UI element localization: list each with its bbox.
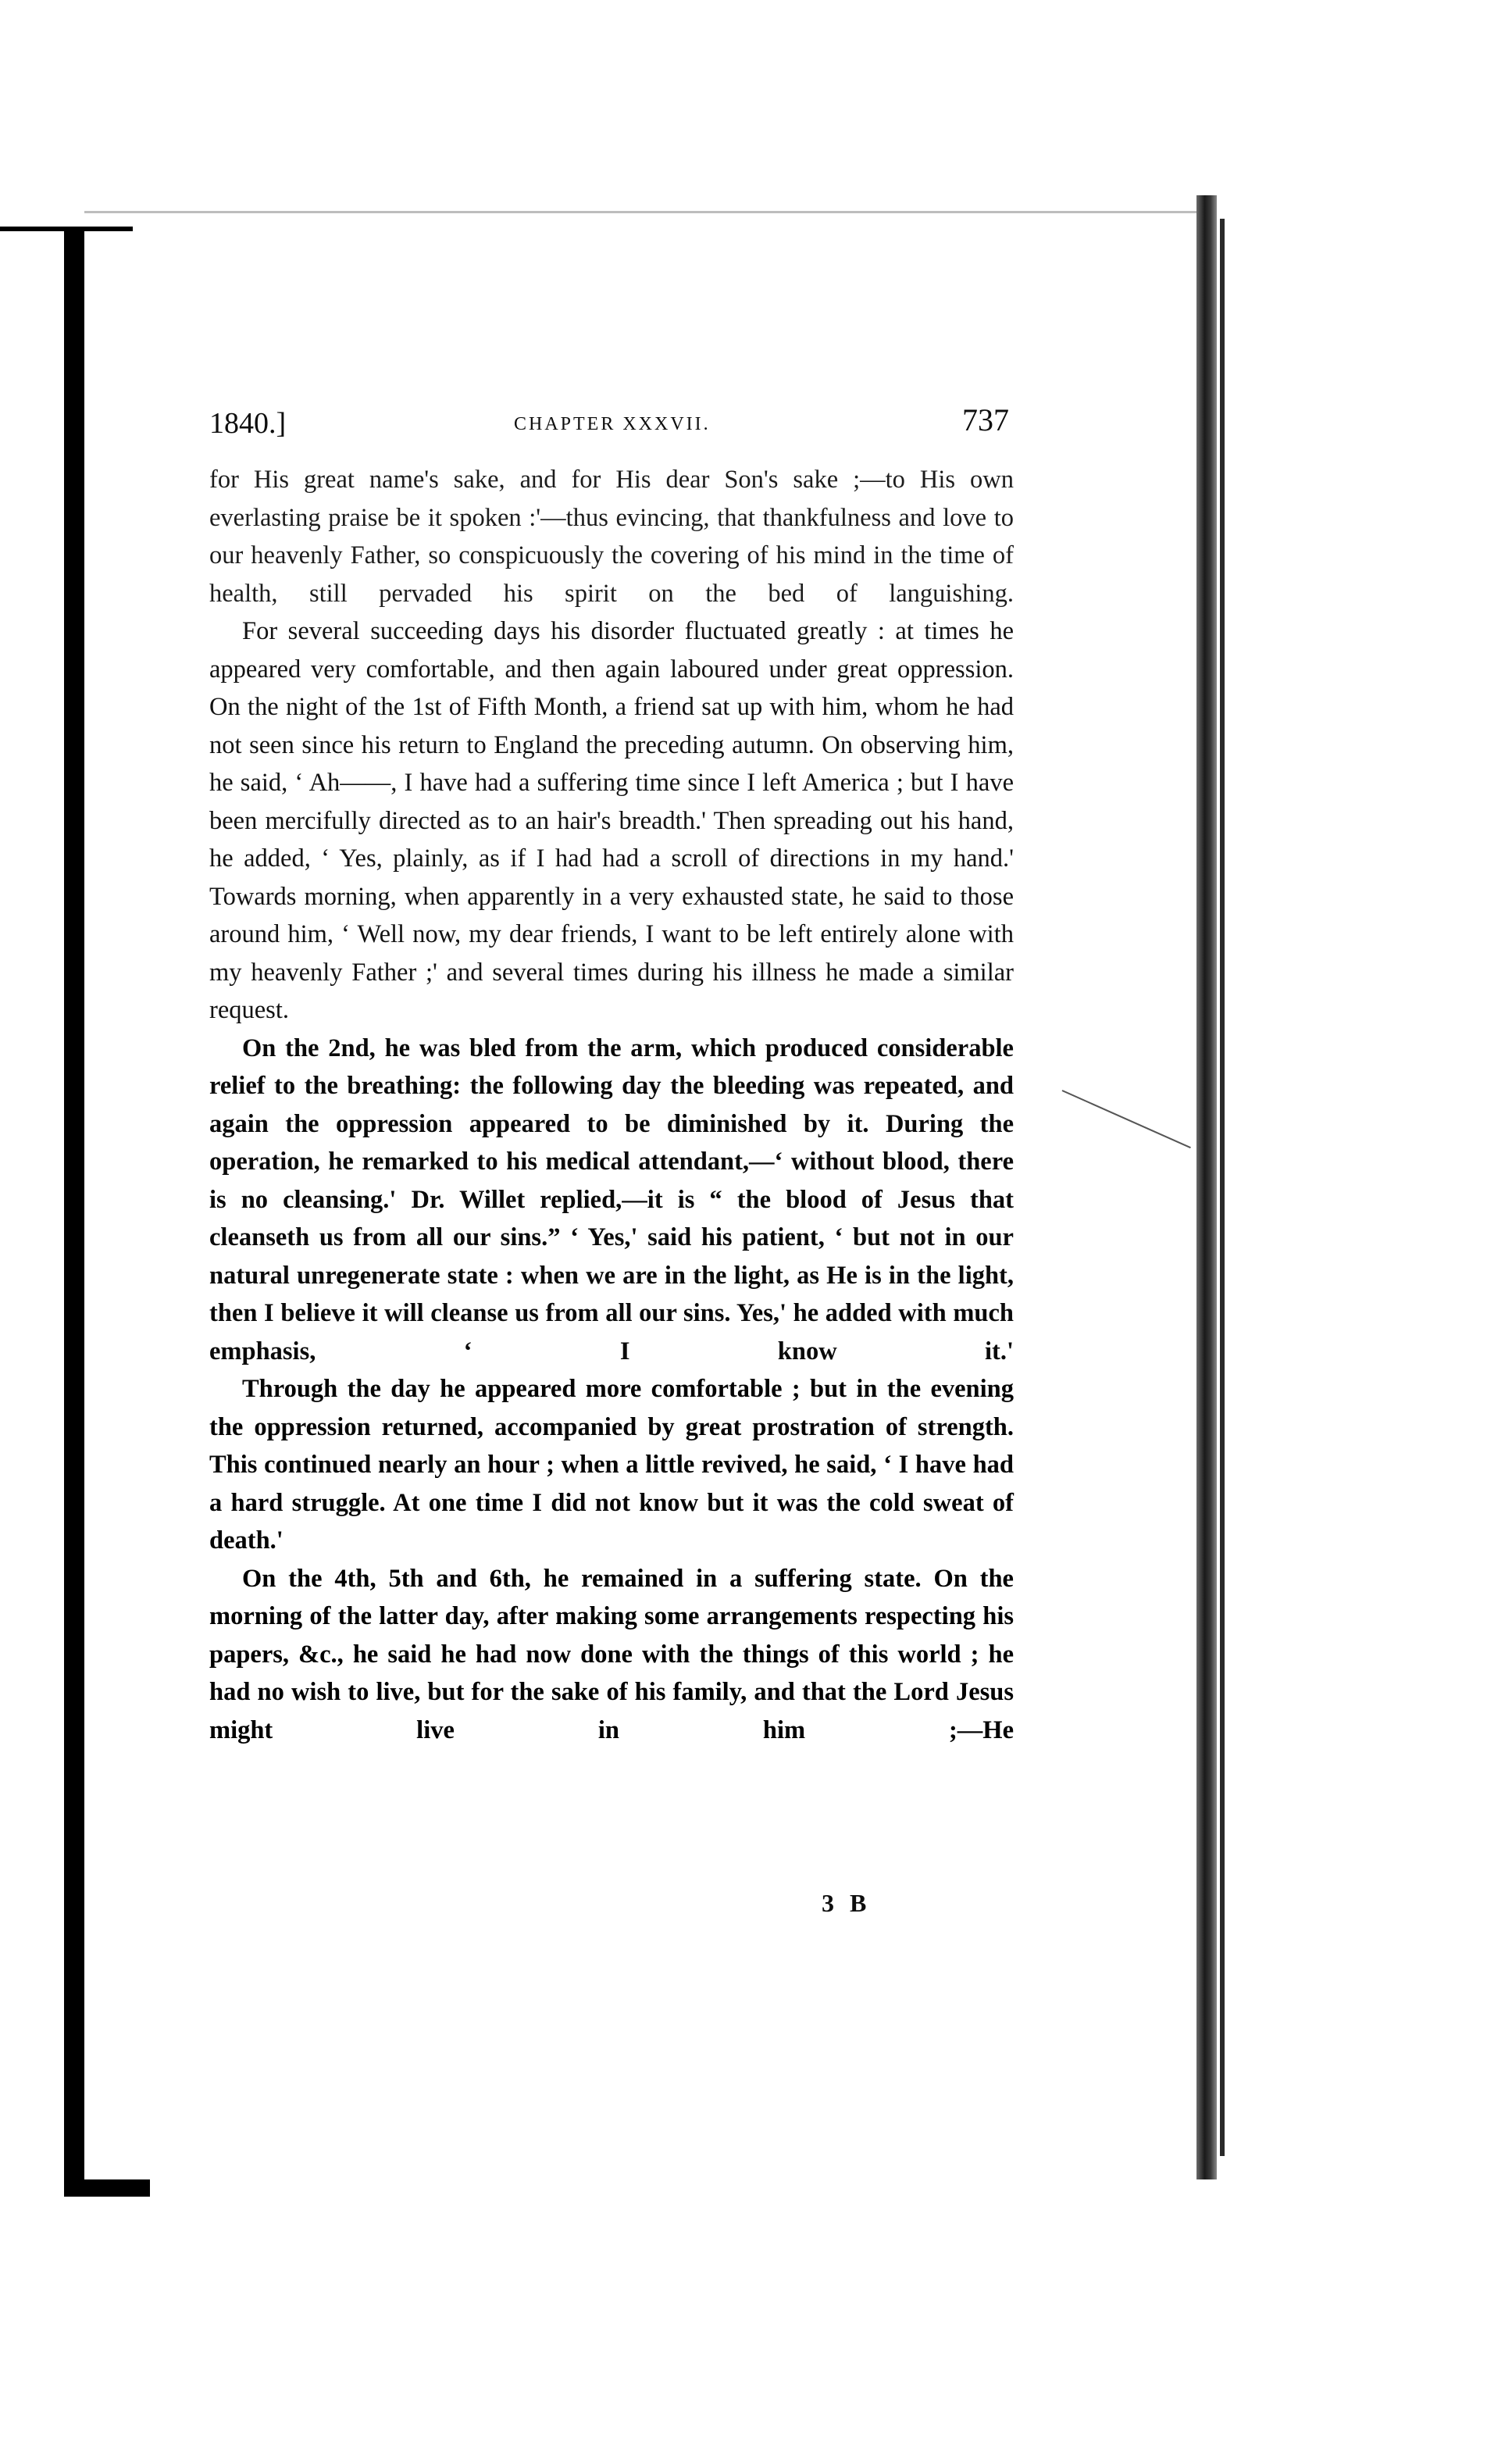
book-gutter-spine — [64, 227, 84, 2195]
paragraph-2: For several succeeding days his disorder fluctuated greatly : at times he appeared very comfortable, and then again laboured under great oppression. On the night of the 1st of Fifth Month, a friend sat up with him, whom he had not seen since his return to England the preceding autumn. On observing him, he said, ‘ Ah——, I have had a suffering time since I left America ; but I have been mercifully directed as to an hair's breadth.' Then spreading out his hand, he added, ‘ Yes, plainly, as if I had had a scroll of directions in my hand.' Towards morning, when apparently in a very exhausted state, he said to those around him, ‘ Well now, my dear friends, I want to be left entirely alone with my heavenly Father ;' and several times during his illness he made a similar request. — [209, 617, 1014, 1024]
header-chapter: CHAPTER XXXVII. — [514, 414, 711, 434]
stray-pen-mark — [1062, 1090, 1191, 1148]
left-margin — [0, 0, 70, 2456]
paragraph-3: On the 2nd, he was bled from the arm, which produced considerable relief to the breathing: the following day the bleeding was repeated, and again the oppression appeared to be diminished by it. During the operation, he remarked to his medical attendant,—‘ without blood, there is no cleansing.' Dr. Willet replied,—it is “ the blood of Jesus that cleanseth us from all our sins.” ‘ Yes,' said his patient, ‘ but not in our natural unregenerate state : when we are in the light, as He is in the light, then I believe it will cleanse us from all our sins. Yes,' he added with much emphasis, ‘ I know it.' — [209, 1033, 1014, 1365]
gutter-bottom-rule — [64, 2179, 150, 2197]
printer-signature-mark: 3 B — [822, 1889, 872, 1917]
page-number: 737 — [962, 402, 1009, 437]
running-header — [209, 402, 1009, 453]
page-right-edge — [1196, 195, 1217, 2179]
page-top-edge — [84, 211, 1201, 213]
paragraph-1: for His great name's sake, and for His dear Son's sake ;—to His own everlasting praise be it spoken :'—thus evincing, that thankfulness and love to our heavenly Father, so conspicuously the covering of his mind in the time of health, still pervaded his spirit on the bed of languishing. — [209, 466, 1014, 608]
paragraph-4: Through the day he appeared more comfortable ; but in the evening the oppression returned, accompanied by great prostration of strength. This continued nearly an hour ; when a little revived, he said, ‘ I have had a hard struggle. At one time I did not know but it was the cold sweat of death.' — [209, 1375, 1014, 1555]
page-right-edge-shadow — [1220, 219, 1225, 2156]
page-body — [209, 461, 1014, 1749]
paragraph-5: On the 4th, 5th and 6th, he remained in a suffering state. On the morning of the latter day, after making some arrangements respecting his papers, &c., he said he had now done with the things of this world ; he had no wish to live, but for the sake of his family, and that the Lord Jesus might live in him ;—He — [209, 1564, 1014, 1744]
header-year: 1840.] — [209, 407, 287, 440]
